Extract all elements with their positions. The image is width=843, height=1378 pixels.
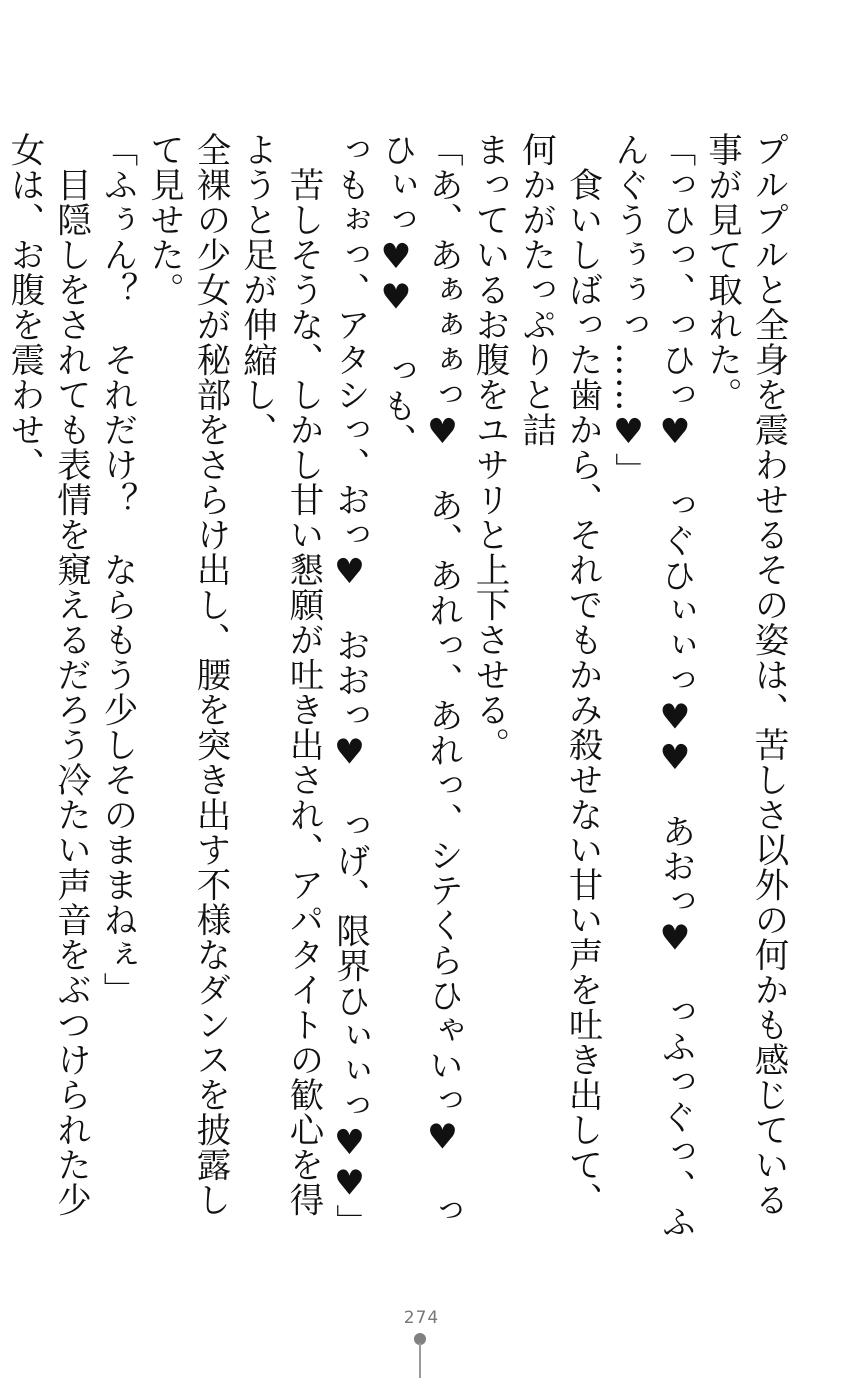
text-line: 食いしばった歯から、それでもかみ殺せない甘い声を吐き出して、何かがたっぷりと詰 bbox=[515, 132, 602, 1217]
text-line bbox=[0, 132, 1, 1242]
text-line: 全裸の少女が秘部をさらけ出し、腰を突き出す不様なダンスを披露して見せた。 bbox=[143, 132, 230, 1217]
vertical-text-body bbox=[4, 132, 791, 1242]
text-line: 目隠しをされても表情を窺えるだろう冷たい声音をぶつけられた少女は、お腹を震わせ、 bbox=[4, 132, 91, 1217]
page-marker-line bbox=[419, 1343, 421, 1378]
text-line: 「ふぅん？ それだけ？ ならもう少しそのままねぇ」 bbox=[97, 132, 137, 1007]
text-line: 「あ、あぁぁぁっ♥ あ、あれっ、あれっ、シテくらひゃいっ♥ っひぃっ♥♥ っも、 bbox=[376, 132, 463, 1228]
text-line: 苦しそうな、しかし甘い懇願が吐き出され、アパタイトの歓心を得ようと足が伸縮し、 bbox=[236, 132, 323, 1217]
text-line: まっているお腹をユサリと上下させる。 bbox=[469, 132, 509, 762]
text-line: っもぉっ、アタシっ、おっ♥ おおっ♥ っげ、限界ひぃぃっ♥♥」 bbox=[329, 132, 370, 1239]
page-marker-icon bbox=[414, 1333, 428, 1378]
text-line: プルプルと全身を震わせるその姿は、苦しさ以外の何かも感じている事が見て取れた。 bbox=[701, 132, 788, 1217]
text-line: 「っひっ、っひっ♥ っぐひぃぃっ♥♥ あおっ♥ っふっぐっ、ふんぐうぅぅっ……♥」 bbox=[608, 132, 695, 1239]
page-number: 274 bbox=[403, 1308, 440, 1328]
